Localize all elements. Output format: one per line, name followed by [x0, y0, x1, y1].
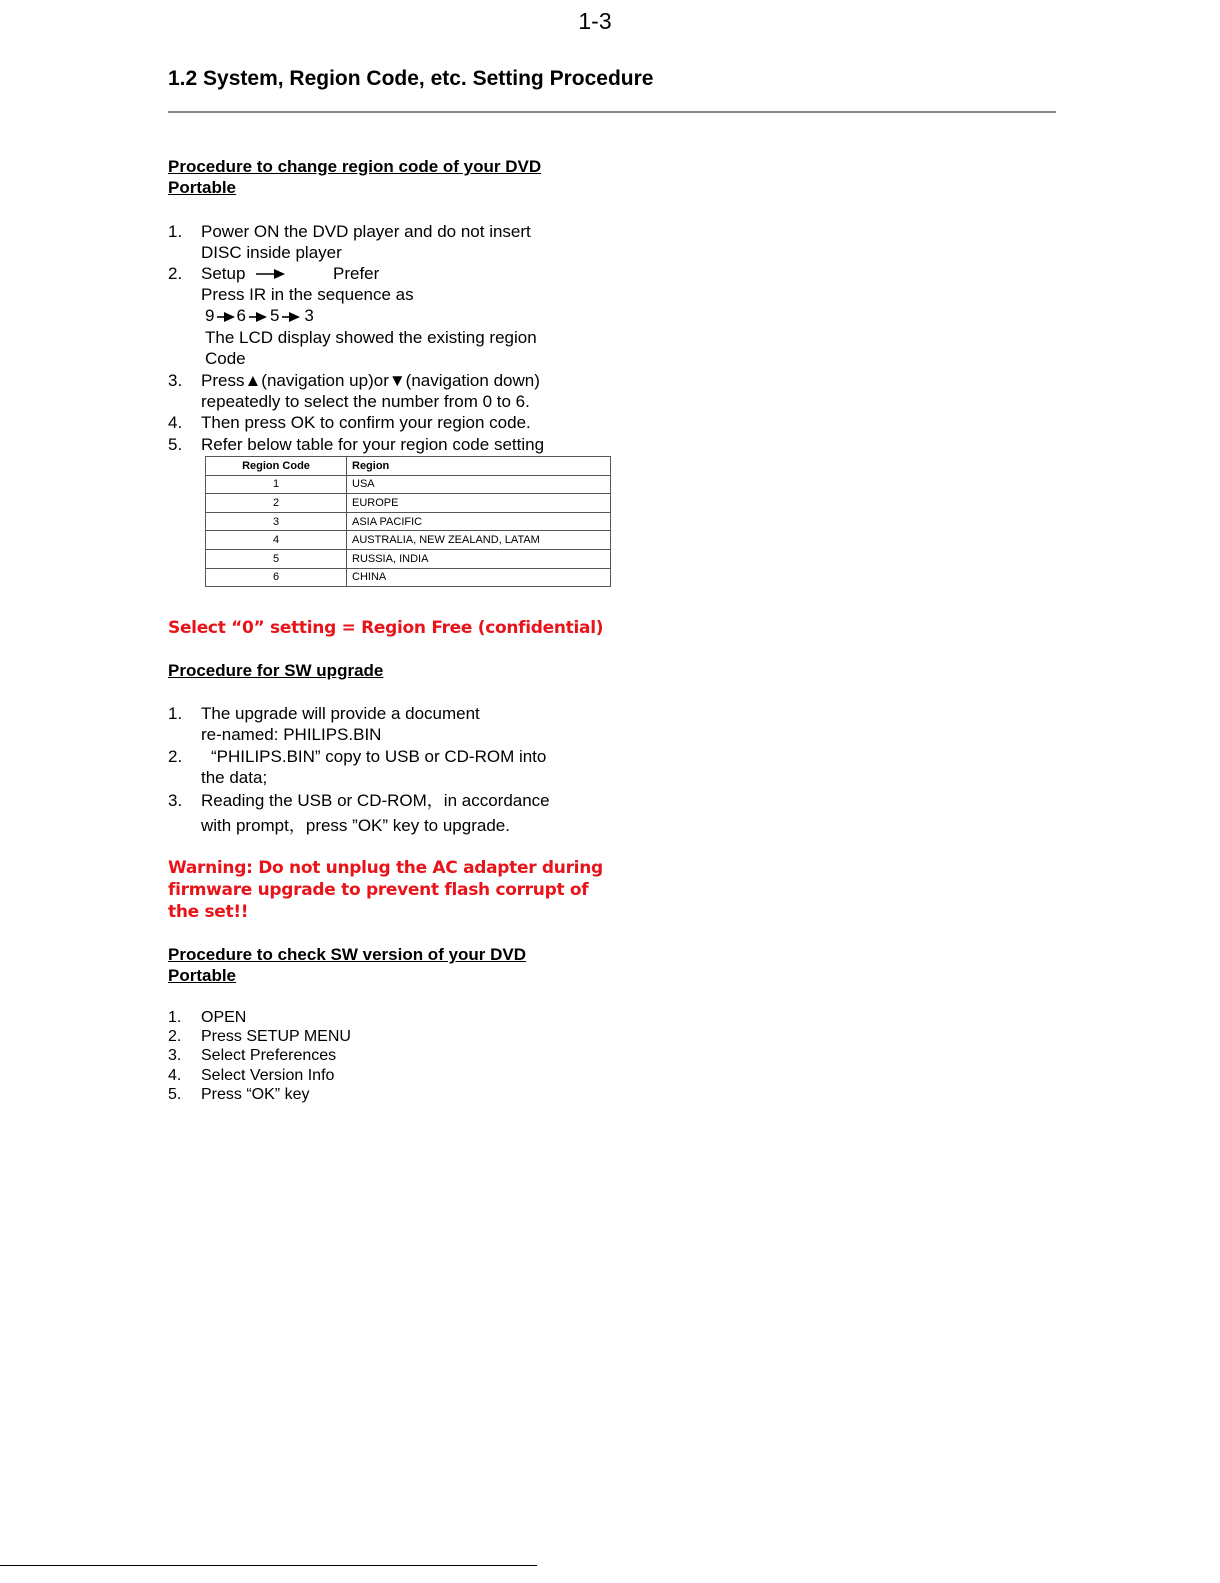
version-step-text: OPEN [201, 1009, 247, 1026]
table-cell-code: 6 [206, 568, 347, 587]
table-header-region: Region [347, 457, 611, 476]
step-number: 3. [168, 791, 183, 810]
version-step-text: Press “OK” key [201, 1086, 310, 1103]
table-row [206, 512, 611, 531]
step-number: 1. [168, 1009, 182, 1026]
region-step2-setup: Setup [201, 264, 246, 283]
region-step4-text: Then press OK to confirm your region code. [201, 413, 531, 432]
step-number: 3. [168, 371, 183, 390]
step-number: 5. [168, 1086, 182, 1103]
region-sequence [205, 305, 314, 326]
table-header-region-code: Region Code [206, 457, 347, 476]
table-cell-region: RUSSIA, INDIA [347, 549, 611, 568]
sw-step2-text: “PHILIPS.BIN” copy to USB or CD-ROM into [211, 747, 547, 766]
sequence-digit: 6 [236, 306, 246, 325]
sw-step3-text: Reading the USB or CD-ROM，in accordance [201, 791, 550, 810]
region-step2-lcd-text: The LCD display showed the existing region [205, 328, 537, 347]
table-row [206, 568, 611, 587]
step-number: 5. [168, 435, 183, 454]
table-cell-region: AUSTRALIA, NEW ZEALAND, LATAM [347, 531, 611, 550]
table-cell-code: 2 [206, 494, 347, 513]
upgrade-warning-line1: Warning: Do not unplug the AC adapter during [168, 858, 603, 878]
sw-version-heading-line1: Procedure to check SW version of your DVD [168, 945, 527, 964]
sw-step2-text-cont: the data; [201, 768, 268, 787]
upgrade-warning-line2: firmware upgrade to prevent flash corrupt of [168, 880, 589, 900]
table-cell-region: ASIA PACIFIC [347, 512, 611, 531]
table-header-row [206, 457, 611, 476]
table-cell-code: 3 [206, 512, 347, 531]
step-number: 2. [168, 264, 183, 283]
table-cell-code: 5 [206, 549, 347, 568]
table-cell-region: USA [347, 475, 611, 494]
region-step2-lcd-text-cont: Code [205, 349, 246, 368]
sw-upgrade-heading: Procedure for SW upgrade [168, 661, 384, 680]
region-step5-text: Refer below table for your region code setting [201, 435, 545, 454]
version-step-text: Select Version Info [201, 1067, 335, 1084]
region-step1-text: Power ON the DVD player and do not insert [201, 222, 531, 241]
section-title: 1.2 System, Region Code, etc. Setting Procedure [168, 67, 654, 90]
step-number: 2. [168, 1028, 182, 1045]
step-number: 3. [168, 1047, 182, 1064]
region-heading-line2: Portable [168, 178, 237, 197]
right-arrow-icon [279, 311, 304, 323]
footer-rule [0, 1565, 537, 1566]
title-divider [168, 111, 1056, 113]
region-heading-line1: Procedure to change region code of your DVD [168, 157, 542, 176]
sw-version-heading-line2: Portable [168, 966, 237, 985]
table-cell-code: 1 [206, 475, 347, 494]
sw-step1-text: The upgrade will provide a document [201, 704, 480, 723]
table-row [206, 475, 611, 494]
region-step3-text-cont: repeatedly to select the number from 0 to 6. [201, 392, 530, 411]
version-step-text: Press SETUP MENU [201, 1028, 351, 1045]
table-cell-region: EUROPE [347, 494, 611, 513]
region-step2-prefer: Prefer [333, 264, 380, 283]
sequence-digit: 9 [205, 306, 215, 325]
step-number: 1. [168, 222, 183, 241]
right-arrow-icon [256, 268, 286, 280]
step-number: 4. [168, 413, 183, 432]
region-step3-text: Press▲(navigation up)or▼(navigation down) [201, 371, 540, 390]
page-number: 1-3 [578, 8, 612, 34]
sw-step3-text-cont: with prompt，press ”OK” key to upgrade. [201, 816, 510, 835]
region-step1-text-cont: DISC inside player [201, 243, 342, 262]
step-number: 2. [168, 747, 183, 766]
table-row [206, 531, 611, 550]
step-number: 1. [168, 704, 183, 723]
right-arrow-icon [214, 311, 236, 323]
sw-step1-text-cont: re-named: PHILIPS.BIN [201, 725, 382, 744]
sequence-digit: 3 [304, 306, 314, 325]
step-number: 4. [168, 1067, 182, 1084]
region-step2-sequence-intro: Press IR in the sequence as [201, 285, 414, 304]
table-cell-region: CHINA [347, 568, 611, 587]
right-arrow-icon [246, 311, 270, 323]
table-row [206, 494, 611, 513]
upgrade-warning-line3: the set!! [168, 902, 249, 922]
region-free-note: Select “0” setting = Region Free (confidential) [168, 618, 604, 638]
region-code-table [205, 456, 611, 587]
table-row [206, 549, 611, 568]
table-cell-code: 4 [206, 531, 347, 550]
version-step-text: Select Preferences [201, 1047, 337, 1064]
sequence-digit: 5 [269, 306, 280, 325]
